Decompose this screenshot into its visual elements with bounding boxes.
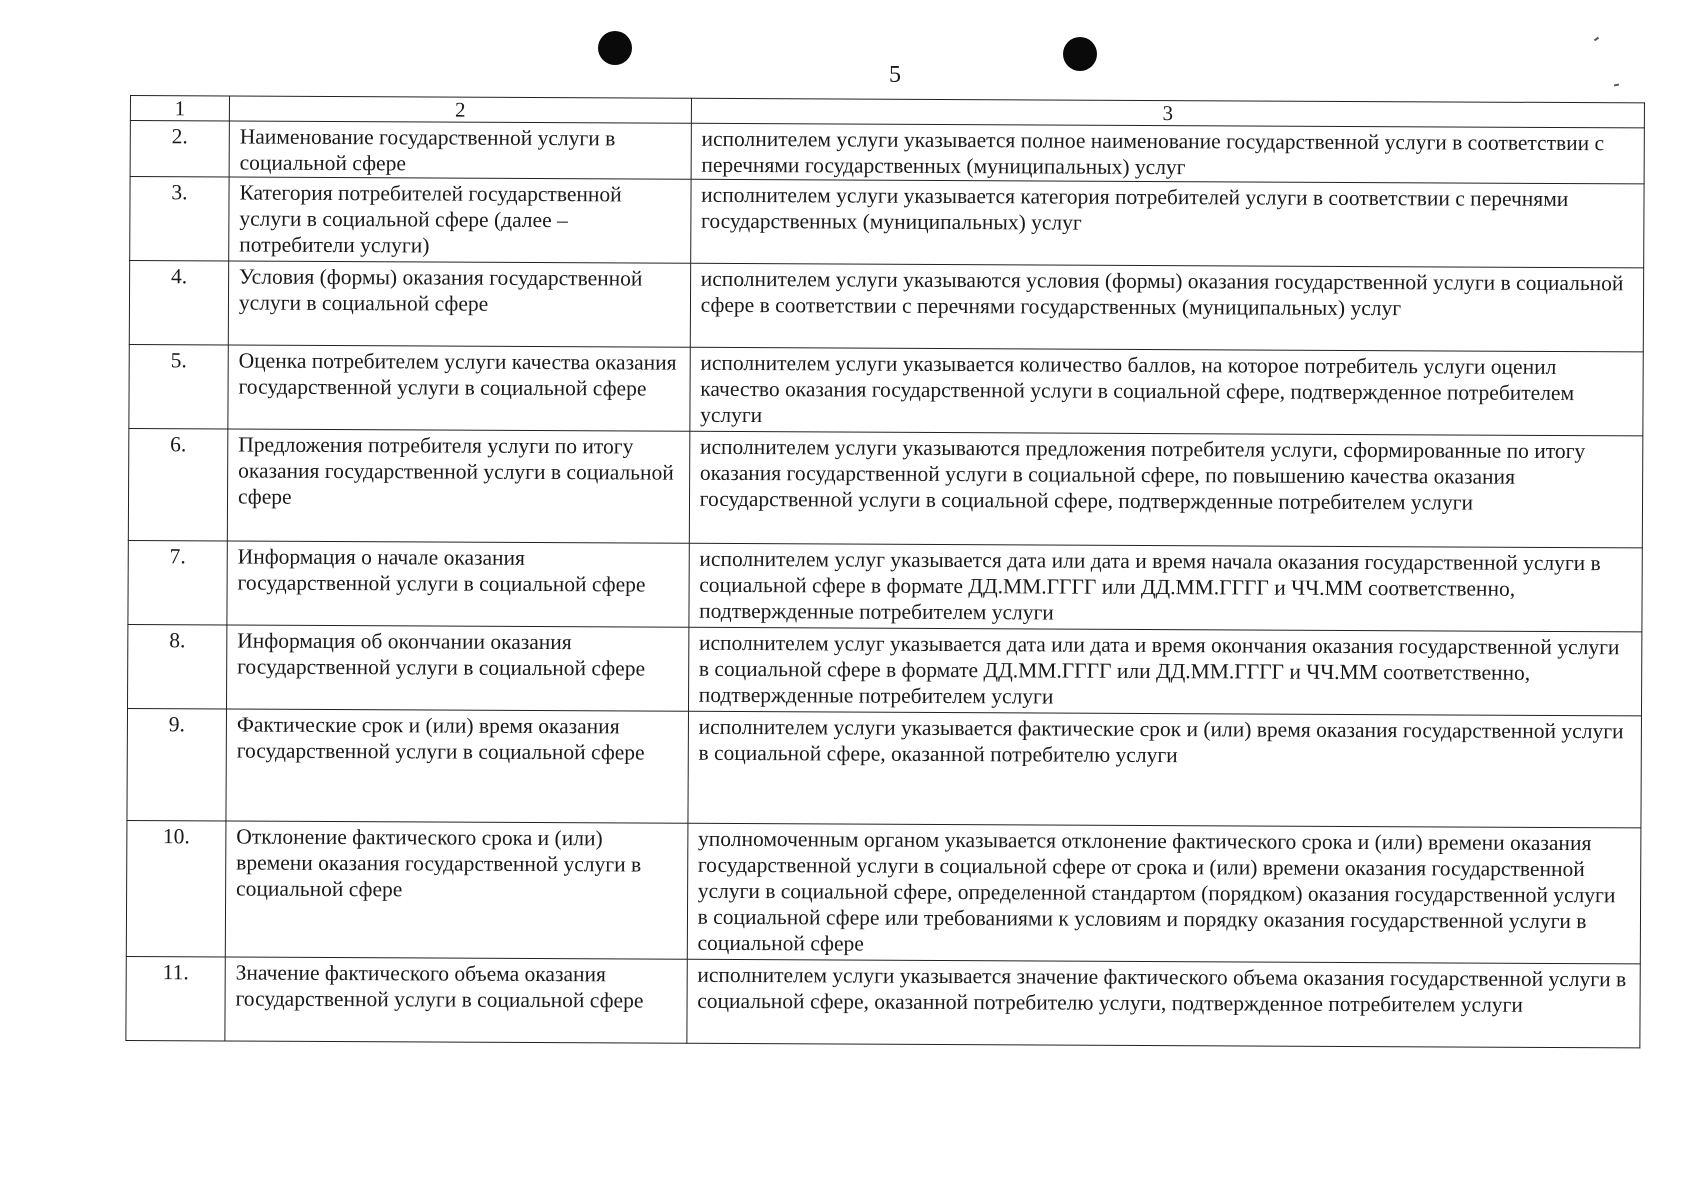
field-name: Информация об окончании оказания государственной услуги в социальной сфере [226,625,688,711]
table-row [130,121,1644,184]
field-description: исполнителем услуги указывается количество баллов, на которое потребитель услуги оценил качество оказания государственной услуги в социальной сфере, подтвержденное потребителем услуги [690,347,1644,436]
table-row [128,540,1642,631]
punch-hole-icon [598,31,632,65]
requirements-table [125,95,1645,1048]
row-number: 5. [129,344,228,428]
field-description: исполнителем услуги указываются предложения потребителя услуги, сформированные по итогу оказания государственной услуги в социальной сфере, по повышению качества оказания государственной услуги в социальной сфере, подтвержденные потребителем услуги [689,431,1643,548]
field-description: уполномоченным органом указывается отклонение фактического срока и (или) времени оказания государственной услуги в социальной сфере от срока и (или) времени оказания государственной услуги в социальной сфере, определенной стандартом (порядком) оказания государственной услуги в социальной сфере или требованиями к условиям и порядку оказания государственной услуги в социальной сфере [687,823,1641,964]
field-description: исполнителем услуг указывается дата или дата и время окончания оказания государственной услуги в социальной сфере в формате ДД.ММ.ГГГГ или ДД.ММ.ГГГГ и ЧЧ.ММ соответственно, подтвержденные потребителем услуги [688,627,1642,716]
field-description: исполнителем услуг указывается дата или дата и время начала оказания государственной услуги в социальной сфере в формате ДД.ММ.ГГГГ или ДД.ММ.ГГГГ и ЧЧ.ММ соответственно, подтвержденные потребителем услуги [689,543,1643,632]
field-name: Фактические срок и (или) время оказания государственной услуги в социальной сфере [226,709,688,823]
field-name: Отклонение фактического срока и (или) времени оказания государственной услуги в социальной сфере [225,821,687,959]
field-description: исполнителем услуги указывается значение фактического объема оказания государственной услуги в социальной сфере, оказанной потребителю услуги, подтвержденное потребителем услуги [687,959,1641,1048]
row-number: 6. [128,428,227,540]
table-row [130,177,1644,268]
field-name: Информация о начале оказания государственной услуги в социальной сфере [227,541,689,627]
table-row [129,344,1643,435]
field-description: исполнителем услуги указывается фактические срок и (или) время оказания государственной услуги в социальной сфере, оказанной потребителю услуги [688,711,1642,828]
table-row [128,624,1642,715]
field-name: Наименование государственной услуги в социальной сфере [229,121,691,179]
table-row [126,820,1641,963]
field-name: Условия (формы) оказания государственной услуги в социальной сфере [228,261,690,347]
table-row [128,428,1643,547]
row-number: 2. [130,121,229,177]
column-header-1: 1 [130,96,229,121]
column-header-2: 2 [229,96,691,123]
column-header-3: 3 [691,98,1644,128]
row-number: 8. [128,624,227,708]
row-number: 3. [130,177,229,261]
scan-mark [1614,84,1619,87]
row-number: 9. [127,708,226,820]
field-description: исполнителем услуги указывается полное наименование государственной услуги в соответствии с перечнями государственных (муниципальных) услуг [691,123,1645,184]
field-name: Категория потребителей государственной услуги в социальной сфере (далее – потребители услуги) [229,177,691,263]
punch-hole-icon [1063,37,1097,71]
scan-mark [1594,37,1599,42]
field-description: исполнителем услуги указываются условия (формы) оказания государственной услуги в социальной сфере в соответствии с перечнями государственных (муниципальных) услуг [690,263,1644,352]
field-name: Значение фактического объема оказания государственной услуги в социальной сфере [225,957,687,1043]
row-number: 11. [126,956,225,1040]
field-description: исполнителем услуги указывается категория потребителей услуги в соответствии с перечнями государственных (муниципальных) услуг [690,179,1644,268]
table-row [126,956,1640,1047]
row-number: 7. [128,540,227,624]
row-number: 4. [129,261,228,345]
page-number: 5 [889,62,901,88]
row-number: 10. [126,820,226,956]
table-row [129,261,1643,352]
field-name: Предложения потребителя услуги по итогу оказания государственной услуги в социальной сфере [227,429,689,543]
table-row [127,708,1642,827]
field-name: Оценка потребителем услуги качества оказания государственной услуги в социальной сфере [228,345,690,431]
